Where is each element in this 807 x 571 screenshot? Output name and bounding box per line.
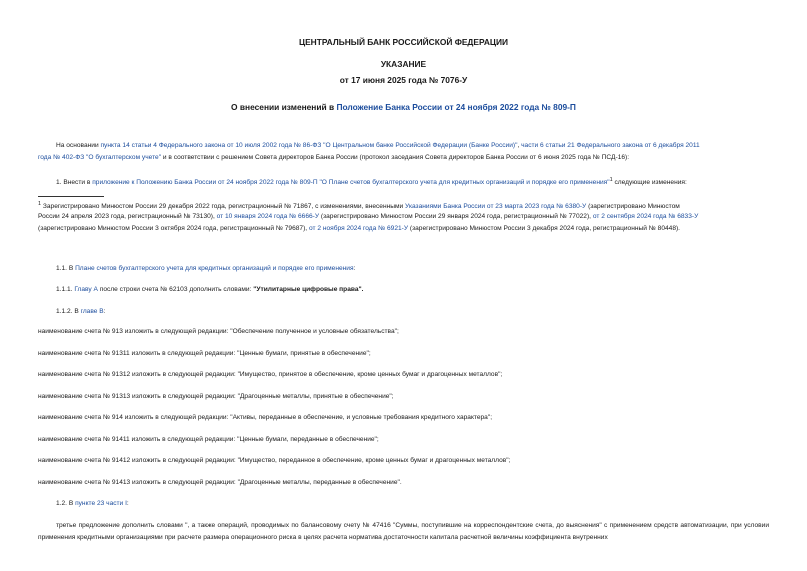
footnote-text-f: (зарегистрировано Минюстом России 3 декабря 2024 года, регистрационный № 80448). <box>408 225 681 232</box>
item-1 <box>56 174 687 190</box>
item1-1-text-b: : <box>353 265 356 272</box>
intro-line-2 <box>38 152 629 165</box>
footnote-ref[interactable]: 1 <box>609 177 613 183</box>
item1-1-text-a: 1.1. В <box>56 265 76 272</box>
item1-1-1-text-b: после строки счета № 62103 дополнить словами: <box>97 286 254 293</box>
link-law-402fz-part2[interactable]: года № 402-ФЗ "О бухгалтерском учете" <box>38 154 162 161</box>
item-1-1 <box>56 263 355 276</box>
link-ukaz-6666u[interactable]: от 10 января 2024 года № 6666-У <box>216 213 320 220</box>
footnote-text-c: России 24 апреля 2023 года, регистрационный № 73130), <box>38 213 217 220</box>
account-item: наименование счета № 914 изложить в следующей редакции: "Активы, переданные в обеспечение, и условные требования кредитного характера"; <box>38 414 493 421</box>
footnote-text-e: (зарегистрировано Минюстом России 3 октября 2024 года, регистрационный № 79687), <box>38 225 309 232</box>
doc-title-link[interactable]: Положение Банка России от 24 ноября 2022 года № 809-П <box>336 102 576 112</box>
item-1-2 <box>56 498 129 511</box>
doc-title <box>0 102 807 112</box>
doc-title-prefix: О внесении изменений в <box>231 102 337 112</box>
item-1-1-2 <box>56 306 106 319</box>
last-paragraph: третье предложение дополнить словами ", а также операций, проводимых по балансовому счету № 47416 "Суммы, поступившие на корреспондентские счета, до выяснения" с применением средств автоматизации, при условии применения кредитными организациями при расчете размера операционного риска в целях расчета норматива достаточности капитала расчетной величины коэффициента внутренних <box>38 522 769 541</box>
footnote-line-3 <box>38 223 680 236</box>
footnote-text-d: (зарегистрировано Минюстом России 29 января 2024 года, регистрационный № 77022), <box>319 213 593 220</box>
link-chart-of-accounts[interactable]: Плане счетов бухгалтерского учета для кредитных организаций и порядке его применения <box>75 265 354 272</box>
account-item: наименование счета № 913 изложить в следующей редакции: "Обеспечение полученное и условные обязательства"; <box>38 328 399 335</box>
item1-text-a: 1. Внести в <box>56 179 93 187</box>
item1-1-1-text-a: 1.1.1. <box>56 286 75 293</box>
footnote-text-b: (зарегистрировано Минюстом <box>586 203 680 211</box>
intro-line-1 <box>56 140 700 153</box>
link-ukaz-6921u[interactable]: от 2 ноября 2024 года № 6921-У <box>308 225 409 232</box>
link-chapter-v[interactable]: главе В <box>80 308 104 315</box>
item1-text-b: следующие изменения: <box>612 179 687 187</box>
footnote-line-2 <box>38 211 698 224</box>
link-ukaz-6380u[interactable]: Указаниями Банка России от 23 марта 2023 года № 6380-У <box>405 203 587 211</box>
footnote-divider <box>38 196 104 197</box>
account-item: наименование счета № 91411 изложить в следующей редакции: "Ценные бумаги, переданные в обеспечение"; <box>38 436 379 443</box>
doc-date-number: от 17 июня 2025 года № 7076-У <box>339 75 468 85</box>
account-item: наименование счета № 91413 изложить в следующей редакции: "Драгоценные металлы, переданные в обеспечение". <box>38 479 402 486</box>
footnote-mark: 1 <box>38 201 42 207</box>
footnote-text-a: Зарегистрировано Минюстом России 29 декабря 2022 года, регистрационный № 71867, с изменениями, внесенными <box>42 203 406 211</box>
account-item: наименование счета № 91313 изложить в следующей редакции: "Драгоценные металлы, принятые в обеспечение"; <box>38 393 394 400</box>
link-law-86fz[interactable]: пункта 14 статьи 4 Федерального закона от 10 июля 2002 года № 86-ФЗ "О Центральном банке Российской Федерации (Банке России)" <box>100 142 518 149</box>
item-1-1-1 <box>56 284 363 297</box>
item1-1-2-text-a: 1.1.2. В <box>56 308 81 315</box>
intro-text-c: и в соответствии с решением Совета директоров Банка России (протокол заседания Совета директоров Банка России от 6 июня 2025 года № ПСД-16): <box>161 154 630 161</box>
intro-text-a: На основании <box>56 142 101 149</box>
link-point-23-part-i[interactable]: пункте 23 части I <box>75 500 127 507</box>
link-chapter-a[interactable]: Главу А <box>74 286 98 293</box>
item1-2-text-a: 1.2. В <box>56 500 76 507</box>
intro-text-b: , <box>517 142 522 149</box>
item1-2-text-b: : <box>126 500 129 507</box>
account-item: наименование счета № 91311 изложить в следующей редакции: "Ценные бумаги, принятые в обеспечение"; <box>38 350 371 357</box>
doc-type: УКАЗАНИЕ <box>380 59 427 69</box>
item1-1-2-text-b: : <box>103 308 106 315</box>
org-name: ЦЕНТРАЛЬНЫЙ БАНК РОССИЙСКОЙ ФЕДЕРАЦИИ <box>298 37 509 47</box>
item1-1-1-bold: "Утилитарные цифровые права". <box>253 286 364 293</box>
account-item: наименование счета № 91412 изложить в следующей редакции: "Имущество, переданное в обеспечение, кроме ценных бумаг и драгоценных металлов"; <box>38 457 511 464</box>
link-appendix-809p[interactable]: приложение к Положению Банка России от 24 ноября 2022 года № 809-П "О Плане счетов бухгалтерского учета для кредитных организаций и порядке его применения" <box>92 179 610 187</box>
account-item: наименование счета № 91312 изложить в следующей редакции: "Имущество, принятое в обеспечение, кроме ценных бумаг и драгоценных металлов"; <box>38 371 503 378</box>
link-ukaz-6833u[interactable]: от 2 сентября 2024 года № 6833-У <box>592 213 699 220</box>
link-law-402fz-part1[interactable]: части 6 статьи 21 Федерального закона от 6 декабря 2011 <box>521 142 700 149</box>
